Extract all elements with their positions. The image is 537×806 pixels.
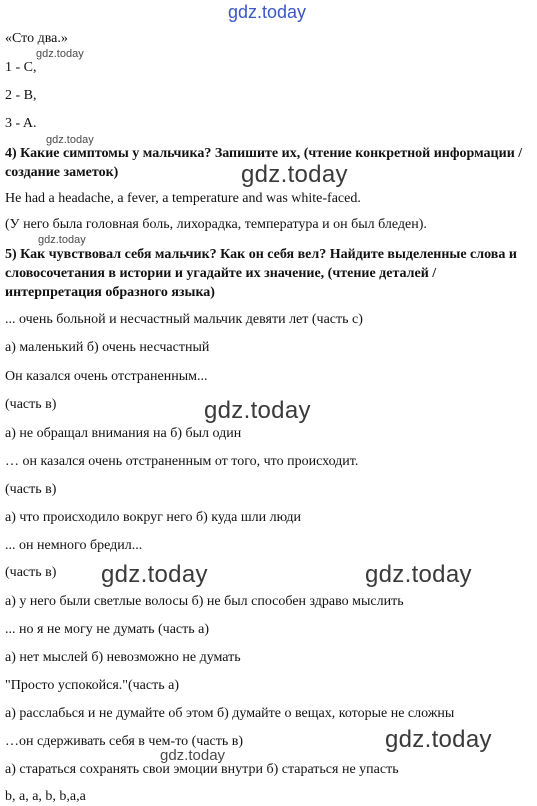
doc-line: а) нет мыслей б) невозможно не думать: [5, 650, 241, 665]
doc-line: 2 - B,: [5, 88, 37, 103]
doc-line: 3 - A.: [5, 116, 37, 131]
doc-line: а) не обращал внимания на б) был один: [5, 426, 242, 441]
question-5: 5) Как чувствовал себя мальчик? Как он себя вел? Найдите выделенные слова и словосочетания в истории и угадайте их значение, (чтение деталей / интерпретация образного языка): [5, 247, 517, 300]
doc-line: а) что происходило вокруг него б) куда шли люди: [5, 510, 301, 525]
doc-line: …он сдерживать себя в чем-то (часть в): [5, 734, 244, 749]
doc-line: а) стараться сохранять свои эмоции внутри б) стараться не упасть: [5, 762, 399, 777]
doc-line: (У него была головная боль, лихорадка, температура и он был бледен).: [5, 217, 427, 232]
watermark: gdz.today: [101, 561, 208, 588]
watermark: gdz.today: [385, 726, 492, 753]
doc-line: ... очень больной и несчастный мальчик девяти лет (часть с): [5, 312, 363, 327]
doc-line: He had a headache, a fever, a temperature and was white-faced.: [5, 191, 361, 206]
question-4: 4) Какие симптомы у мальчика? Запишите их, (чтение конкретной информации / создание заметок): [5, 146, 523, 180]
doc-line: а) маленький б) очень несчастный: [5, 340, 210, 355]
doc-line: Он казался очень отстраненным...: [5, 369, 208, 384]
doc-line: а) у него были светлые волосы б) не был способен здраво мыслить: [5, 594, 404, 609]
watermark: gdz.today: [160, 747, 226, 764]
doc-line: «Сто два.»: [5, 31, 68, 46]
watermark: gdz.today: [365, 561, 472, 588]
watermark-top: gdz.today: [228, 2, 307, 22]
doc-line: ... но я не могу не думать (часть а): [5, 622, 210, 637]
watermark: gdz.today: [36, 48, 84, 60]
watermark: gdz.today: [46, 134, 94, 146]
watermark: gdz.today: [241, 161, 348, 188]
doc-line: ... он немного бредил...: [5, 538, 143, 553]
watermark: gdz.today: [204, 397, 311, 424]
doc-line: (часть в): [5, 565, 57, 580]
doc-line: "Просто успокойся."(часть а): [5, 678, 179, 693]
doc-line: 1 - C,: [5, 60, 37, 75]
doc-line: (часть в): [5, 397, 57, 412]
doc-line: (часть в): [5, 482, 57, 497]
doc-line: b, a, a, b, b,a,a: [5, 789, 86, 804]
watermark: gdz.today: [38, 234, 86, 246]
doc-line: … он казался очень отстраненным от того, что происходит.: [5, 454, 359, 469]
doc-line: а) расслабься и не думайте об этом б) думайте о вещах, которые не сложны: [5, 706, 455, 721]
